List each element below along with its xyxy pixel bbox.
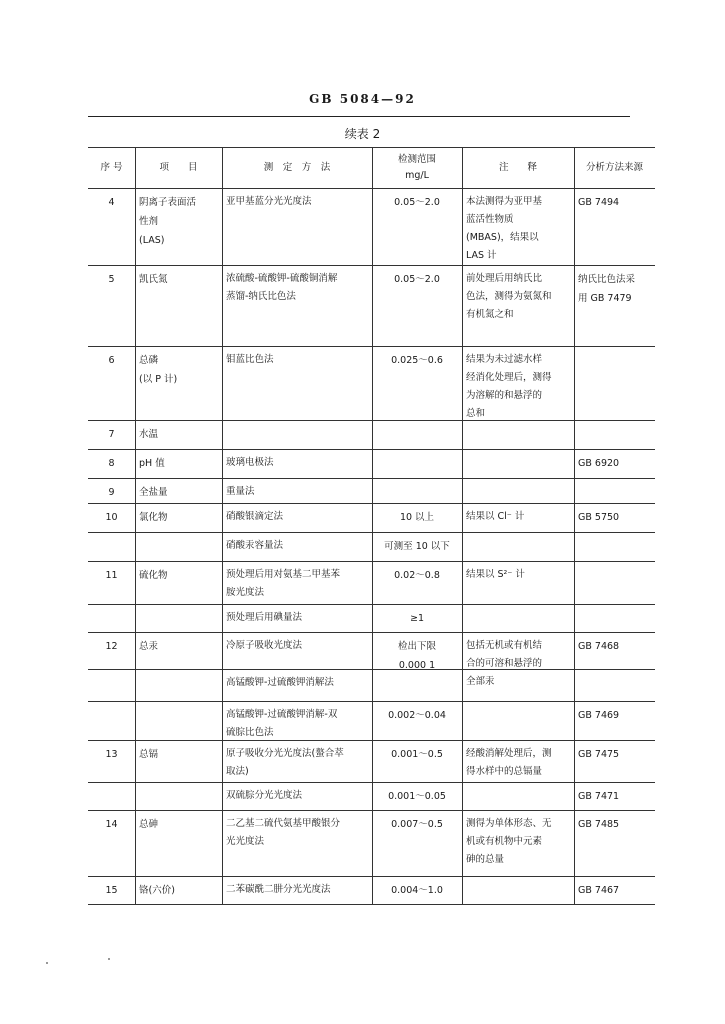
- cell-note: 测得为单体形态、无 机或有机物中元素 砷的总量: [466, 818, 552, 865]
- speck: [46, 962, 48, 964]
- table-rule: [88, 478, 655, 479]
- cell-method: 重量法: [226, 486, 255, 497]
- table-rule: [88, 503, 655, 504]
- table-rule: [222, 147, 223, 904]
- cell-note: 前处理后用纳氏比 色法，测得为氨氮和 有机氮之和: [466, 273, 552, 320]
- table-rule: [88, 740, 655, 741]
- cell-no: 7: [108, 429, 115, 440]
- cell-note: 结果以 Cl⁻ 计: [466, 511, 525, 522]
- table-rule: [88, 632, 655, 633]
- header-rule: [88, 116, 630, 117]
- cell-note: 结果以 S²⁻ 计: [466, 569, 525, 580]
- cell-item: 水温: [139, 429, 159, 440]
- cell-no: 13: [105, 749, 118, 760]
- column-header-source: 分析方法来源: [585, 162, 643, 173]
- table-rule: [462, 147, 463, 904]
- cell-item: 总砷: [139, 819, 159, 830]
- cell-no: 5: [108, 274, 115, 285]
- cell-source: GB 7485: [578, 819, 620, 830]
- cell-range: 0.001～0.05: [388, 791, 446, 802]
- cell-range: 0.002～0.04: [388, 710, 446, 721]
- cell-method: 硝酸汞容量法: [226, 540, 284, 551]
- cell-no: 9: [108, 487, 115, 498]
- cell-source: GB 7468: [578, 641, 620, 652]
- table-rule: [88, 604, 655, 605]
- table-rule: [88, 265, 655, 266]
- cell-method: 冷原子吸收光度法: [226, 640, 303, 651]
- cell-item: 总磷 (以 P 计): [139, 355, 178, 385]
- table-rule: [88, 810, 655, 811]
- speck: [108, 958, 110, 960]
- cell-method: 硝酸银滴定法: [226, 511, 284, 522]
- cell-range: 0.007～0.5: [391, 819, 443, 830]
- column-header-range: 检测范围 mg/L: [397, 154, 436, 181]
- column-header-method: 测 定 方 法: [263, 162, 331, 173]
- cell-note: 经酸消解处理后，测 得水样中的总镉量: [466, 748, 552, 777]
- cell-no: 12: [105, 641, 118, 652]
- cell-method: 亚甲基蓝分光光度法: [226, 196, 312, 207]
- table-rule: [88, 782, 655, 783]
- cell-source: GB 7475: [578, 749, 620, 760]
- cell-range: 10 以上: [399, 512, 435, 523]
- table-rule: [88, 346, 655, 347]
- column-header-no: 序 号: [100, 162, 123, 173]
- cell-method: 高锰酸钾-过硫酸钾消解-双 硫腙比色法: [226, 709, 338, 738]
- cell-method: 预处理后用对氨基二甲基苯 胺光度法: [226, 569, 341, 598]
- cell-item: 硫化物: [139, 570, 168, 581]
- cell-method: 原子吸收分光光度法(螯合萃 取法): [226, 748, 344, 777]
- table-rule: [88, 449, 655, 450]
- cell-source: GB 7467: [578, 885, 620, 896]
- cell-note: 包括无机或有机结 合的可溶和悬浮的 全部汞: [466, 640, 543, 687]
- table-rule: [88, 876, 655, 877]
- cell-range: 0.001～0.5: [391, 749, 443, 760]
- cell-source: GB 6920: [578, 458, 620, 469]
- cell-note: 结果为未过滤水样 经消化处理后，测得 为溶解的和悬浮的 总和: [466, 354, 552, 419]
- cell-method: 高锰酸钾-过硫酸钾消解法: [226, 677, 334, 688]
- cell-source: 纳氏比色法采 用 GB 7479: [578, 274, 636, 304]
- cell-item: 氯化物: [139, 512, 168, 523]
- cell-source: GB 7494: [578, 197, 620, 208]
- cell-note: 本法测得为亚甲基 蓝活性物质 (MBAS)，结果以 LAS 计: [466, 196, 543, 261]
- column-header-item: 项 目: [159, 162, 198, 173]
- cell-range: 可测至 10 以下: [384, 541, 450, 552]
- table-rule: [88, 701, 655, 702]
- cell-method: 二苯碳酰二肼分光光度法: [226, 884, 331, 895]
- cell-item: pH 值: [139, 458, 165, 469]
- cell-no: 11: [105, 570, 118, 581]
- cell-no: 10: [105, 512, 118, 523]
- cell-range: 检出下限 0.000 1: [397, 641, 436, 671]
- cell-item: 凯氏氮: [139, 274, 168, 285]
- column-header-note: 注 释: [498, 162, 537, 173]
- table-rule: [88, 904, 655, 905]
- cell-method: 二乙基二硫代氨基甲酸银分 光光度法: [226, 818, 341, 847]
- cell-source: GB 7471: [578, 791, 620, 802]
- cell-item: 总镉: [139, 749, 159, 760]
- cell-no: 8: [108, 458, 115, 469]
- cell-range: 0.05～2.0: [394, 274, 440, 285]
- cell-range: 0.02～0.8: [394, 570, 440, 581]
- cell-no: 15: [105, 885, 118, 896]
- cell-item: 阴离子表面活 性剂 (LAS): [139, 197, 197, 246]
- cell-no: 14: [105, 819, 118, 830]
- table-rule: [88, 532, 655, 533]
- table-caption: 续表 2: [344, 127, 381, 141]
- cell-source: GB 7469: [578, 710, 620, 721]
- cell-item: 铬(六价): [139, 885, 175, 896]
- cell-method: 双硫腙分光光度法: [226, 790, 303, 801]
- cell-range: 0.05～2.0: [394, 197, 440, 208]
- cell-item: 总汞: [139, 641, 159, 652]
- cell-method: 玻璃电极法: [226, 457, 274, 468]
- cell-method: 预处理后用碘量法: [226, 612, 303, 623]
- cell-no: 6: [108, 355, 115, 366]
- cell-source: GB 5750: [578, 512, 620, 523]
- cell-range: ≥1: [409, 613, 424, 624]
- cell-range: 0.025～0.6: [391, 355, 443, 366]
- table-rule: [135, 147, 136, 904]
- table-rule: [372, 147, 373, 904]
- table-rule: [574, 147, 575, 904]
- cell-item: 全盐量: [139, 487, 168, 498]
- cell-method: 浓硫酸-硫酸钾-硫酸铜消解 蒸馏-纳氏比色法: [226, 273, 338, 302]
- standard-code-header: GB 5084—92: [309, 92, 416, 106]
- cell-method: 钼蓝比色法: [226, 354, 274, 365]
- cell-range: 0.004～1.0: [391, 885, 443, 896]
- table-rule: [88, 561, 655, 562]
- cell-no: 4: [108, 197, 115, 208]
